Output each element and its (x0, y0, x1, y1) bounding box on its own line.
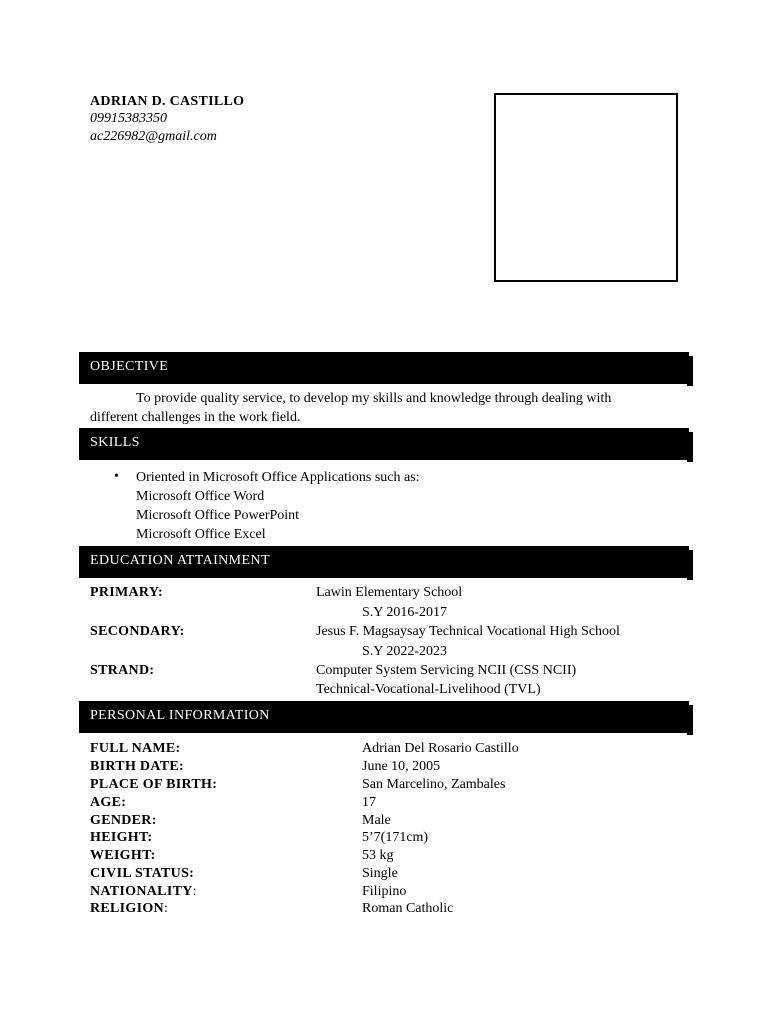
civil-status-value: Single (362, 866, 398, 881)
skills-heading: SKILLS (90, 435, 140, 450)
applicant-name: ADRIAN D. CASTILLO (90, 94, 245, 109)
secondary-school: Jesus F. Magsaysay Technical Vocational High School (316, 624, 620, 639)
education-heading: EDUCATION ATTAINMENT (90, 553, 270, 568)
skill-item: Microsoft Office PowerPoint (136, 508, 300, 523)
email-address: ac226982@gmail.com (90, 129, 217, 144)
weight-label: WEIGHT: (90, 848, 156, 863)
objective-heading-bar (79, 352, 689, 384)
birth-date-value: June 10, 2005 (362, 759, 441, 774)
nationality-label-text: NATIONALITY (90, 884, 193, 899)
secondary-label: SECONDARY: (90, 624, 185, 639)
personal-heading: PERSONAL INFORMATION (90, 708, 270, 723)
primary-school-year: S.Y 2016-2017 (362, 605, 448, 620)
bullet-dot: • (114, 469, 119, 484)
height-value: 5’7(171cm) (362, 830, 429, 845)
weight-value: 53 kg (362, 848, 394, 863)
nationality-value: Filipino (362, 884, 407, 899)
religion-label: RELIGION: (90, 901, 169, 916)
birth-date-label: BIRTH DATE: (90, 759, 184, 774)
place-of-birth-value: San Marcelino, Zambales (362, 777, 506, 792)
nationality-label: NATIONALITY: (90, 884, 197, 899)
height-label: HEIGHT: (90, 830, 153, 845)
primary-label: PRIMARY: (90, 585, 163, 600)
gender-label: GENDER: (90, 813, 157, 828)
strand-track: Technical-Vocational-Livelihood (TVL) (316, 682, 541, 697)
age-label: AGE: (90, 795, 127, 810)
full-name-label: FULL NAME: (90, 741, 181, 756)
education-heading-bar (79, 546, 689, 578)
objective-line-1: To provide quality service, to develop my skills and knowledge through dealing with (136, 391, 612, 406)
age-value: 17 (362, 795, 376, 810)
religion-value: Roman Catholic (362, 901, 454, 916)
strand-value: Computer System Servicing NCII (CSS NCII) (316, 663, 577, 678)
strand-label: STRAND: (90, 663, 155, 678)
religion-label-text: RELIGION (90, 901, 164, 916)
place-of-birth-label: PLACE OF BIRTH: (90, 777, 218, 792)
skills-heading-bar (79, 428, 689, 460)
phone-number: 09915383350 (90, 111, 167, 126)
primary-school: Lawin Elementary School (316, 585, 463, 600)
skill-item: Microsoft Office Excel (136, 527, 266, 542)
personal-heading-bar (79, 701, 689, 733)
objective-line-2: different challenges in the work field. (90, 410, 301, 425)
skill-item: Microsoft Office Word (136, 489, 265, 504)
civil-status-label: CIVIL STATUS: (90, 866, 195, 881)
photo-placeholder (494, 93, 678, 282)
objective-heading: OBJECTIVE (90, 359, 169, 374)
secondary-school-year: S.Y 2022-2023 (362, 644, 448, 659)
skills-bullet-text: Oriented in Microsoft Office Applications such as: (136, 470, 420, 485)
full-name-value: Adrian Del Rosario Castillo (362, 741, 519, 756)
gender-value: Male (362, 813, 391, 828)
